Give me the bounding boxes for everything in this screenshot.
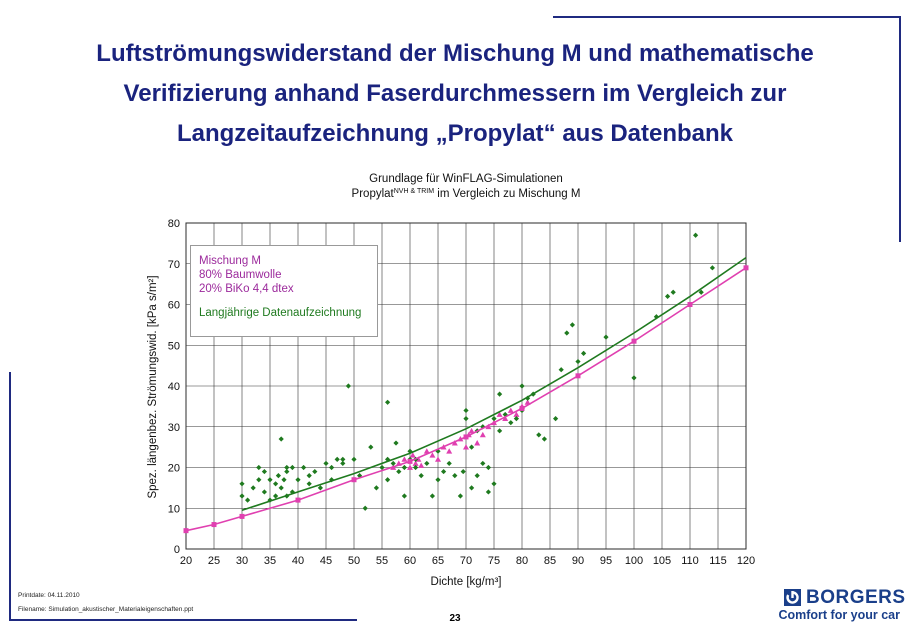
x-tick-label: 105	[652, 555, 672, 567]
slide-title-line-1: Luftströmungswiderstand der Mischung M und mathematische	[96, 40, 814, 67]
langzeit-data-point	[475, 473, 480, 478]
brand-slogan: Comfort for your car	[778, 608, 900, 622]
legend-mischung-line-1: Mischung M	[199, 255, 261, 267]
mischung-fit-marker	[520, 406, 525, 411]
langzeit-data-point	[262, 469, 267, 474]
y-tick-label: 0	[173, 544, 180, 556]
slide-title-line-2: Verifizierung anhand Faserdurchmessern im Vergleich zur	[123, 80, 787, 107]
langzeit-data-point	[463, 416, 468, 421]
langzeit-data-point	[452, 473, 457, 478]
y-tick-label: 20	[167, 462, 180, 475]
langzeit-data-point	[239, 481, 244, 486]
langzeit-data-point	[402, 465, 407, 470]
langzeit-data-point	[290, 465, 295, 470]
mischung-fit-marker	[240, 514, 245, 519]
langzeit-data-point	[491, 416, 496, 421]
langzeit-data-point	[542, 436, 547, 441]
langzeit-data-point	[486, 489, 491, 494]
x-tick-label: 30	[235, 555, 249, 567]
langzeit-data-point	[385, 400, 390, 405]
y-tick-label: 50	[167, 340, 180, 353]
langzeit-data-point	[239, 493, 244, 498]
langzeit-data-point	[363, 506, 368, 511]
x-tick-label: 35	[263, 555, 277, 567]
langzeit-data-point	[393, 440, 398, 445]
y-tick-label: 40	[167, 381, 180, 393]
langzeit-data-point	[491, 481, 496, 486]
langzeit-data-point	[396, 469, 401, 474]
x-tick-label: 55	[375, 555, 389, 567]
langzeit-data-point	[497, 428, 502, 433]
langzeit-data-point	[693, 233, 698, 238]
x-tick-label: 95	[599, 555, 613, 567]
mischung-data-point	[508, 407, 514, 412]
legend-langzeit: Langjährige Datenaufzeichnung	[199, 307, 362, 319]
langzeit-data-point	[480, 461, 485, 466]
y-tick-labels	[168, 218, 180, 556]
mischung-fit-marker	[464, 434, 469, 439]
x-tick-label: 115	[709, 555, 727, 567]
x-tick-label: 65	[431, 555, 445, 567]
langzeit-data-point	[385, 477, 390, 482]
langzeit-data-point	[553, 416, 558, 421]
langzeit-data-point	[276, 473, 281, 478]
x-tick-label: 25	[207, 555, 221, 567]
langzeit-data-point	[665, 294, 670, 299]
mischung-data-point	[401, 456, 407, 461]
y-tick-label: 30	[167, 421, 180, 434]
langzeit-data-point	[307, 481, 312, 486]
langzeit-data-point	[469, 485, 474, 490]
langzeit-data-point	[374, 485, 379, 490]
langzeit-data-point	[486, 465, 491, 470]
langzeit-data-point	[631, 375, 636, 380]
mischung-fit-marker	[296, 498, 301, 503]
langzeit-data-point	[564, 330, 569, 335]
x-tick-label: 85	[543, 555, 557, 567]
langzeit-data-point	[575, 359, 580, 364]
x-tick-label: 100	[624, 555, 644, 567]
langzeit-data-point	[559, 367, 564, 372]
x-tick-labels	[180, 555, 755, 567]
langzeit-data-point	[284, 465, 289, 470]
x-tick-label: 20	[179, 555, 193, 567]
mischung-fit-marker	[632, 339, 637, 344]
mischung-data-point	[474, 440, 480, 445]
langzeit-data-point	[251, 485, 256, 490]
langzeit-data-point	[281, 477, 286, 482]
x-tick-label: 70	[459, 555, 473, 567]
y-tick-label: 70	[167, 258, 180, 271]
x-tick-label: 120	[736, 555, 756, 567]
langzeit-data-point	[570, 322, 575, 327]
langzeit-data-point	[447, 461, 452, 466]
x-tick-label: 110	[681, 555, 699, 567]
langzeit-data-point	[458, 493, 463, 498]
x-tick-label: 80	[515, 555, 529, 567]
brand-logo-icon	[784, 589, 801, 606]
langzeit-data-point	[508, 420, 513, 425]
langzeit-data-point	[267, 477, 272, 482]
langzeit-data-point	[710, 265, 715, 270]
langzeit-data-point	[519, 383, 524, 388]
mischung-data-point	[480, 432, 486, 437]
langzeit-data-point	[391, 461, 396, 466]
langzeit-data-point	[603, 335, 608, 340]
langzeit-data-point	[368, 445, 373, 450]
langzeit-data-point	[329, 465, 334, 470]
x-tick-label: 40	[291, 555, 305, 567]
langzeit-data-point	[346, 383, 351, 388]
filename: Filename: Simulation_akustischer_Materialeigenschaften.ppt	[18, 606, 194, 613]
langzeit-data-point	[430, 493, 435, 498]
mischung-data-point	[418, 462, 424, 467]
langzeit-data-point	[536, 432, 541, 437]
slide-title-line-3: Langzeitaufzeichnung „Propylat“ aus Datenbank	[176, 120, 734, 147]
chart-title-superscript: NVH & TRIM	[393, 188, 435, 195]
mischung-fit-marker	[184, 528, 189, 533]
mischung-fit-marker	[688, 302, 693, 307]
legend-mischung-line-2: 80% Baumwolle	[199, 269, 282, 281]
langzeit-data-point	[497, 392, 502, 397]
x-tick-label: 60	[403, 555, 417, 567]
langzeit-data-point	[671, 290, 676, 295]
langzeit-data-point	[245, 498, 250, 503]
langzeit-data-point	[424, 461, 429, 466]
x-tick-label: 45	[319, 555, 333, 567]
x-tick-label: 50	[347, 555, 361, 567]
x-tick-label: 90	[571, 555, 585, 567]
mischung-data-point	[435, 456, 441, 461]
page-number: 23	[449, 613, 461, 624]
mischung-data-point	[446, 448, 452, 453]
langzeit-data-point	[273, 481, 278, 486]
langzeit-data-point	[262, 489, 267, 494]
langzeit-data-point	[435, 477, 440, 482]
mischung-data-point	[463, 444, 469, 449]
brand-name: BORGERS	[806, 587, 906, 608]
y-tick-label: 10	[167, 503, 180, 516]
printdate: Printdate: 04.11.2010	[18, 592, 80, 599]
langzeit-data-point	[256, 477, 261, 482]
y-axis-label: Spez. längenbez. Strömungswid. [kPa s/m²]	[147, 275, 159, 499]
langzeit-data-point	[318, 485, 323, 490]
y-tick-label: 60	[167, 299, 180, 312]
mischung-fit-marker	[352, 477, 357, 482]
langzeit-data-point	[312, 469, 317, 474]
mischung-fit-marker	[744, 265, 749, 270]
langzeit-data-point	[307, 473, 312, 478]
brand-logo	[784, 587, 906, 609]
mischung-fit-marker	[212, 522, 217, 527]
chart-title-line-1: Grundlage für WinFLAG-Simulationen	[369, 173, 563, 185]
x-tick-label: 75	[487, 555, 501, 567]
legend-mischung-line-3: 20% BiKo 4,4 dtex	[199, 283, 294, 295]
langzeit-data-point	[463, 408, 468, 413]
chart-title-line-2	[352, 188, 581, 200]
langzeit-data-point	[441, 469, 446, 474]
langzeit-data-point	[469, 445, 474, 450]
langzeit-data-point	[301, 465, 306, 470]
chart-title-prefix: Propylat	[351, 188, 394, 200]
langzeit-data-point	[323, 461, 328, 466]
langzeit-data-point	[295, 477, 300, 482]
langzeit-data-point	[256, 465, 261, 470]
langzeit-data-point	[402, 493, 407, 498]
langzeit-data-point	[419, 473, 424, 478]
langzeit-data-point	[581, 351, 586, 356]
langzeit-data-point	[351, 457, 356, 462]
mischung-fit-marker	[576, 373, 581, 378]
mischung-fit-marker	[408, 459, 413, 464]
langzeit-data-point	[335, 457, 340, 462]
x-axis-label: Dichte [kg/m³]	[430, 576, 502, 588]
chart-legend	[190, 245, 378, 337]
y-tick-label: 80	[167, 218, 180, 230]
langzeit-data-point	[279, 436, 284, 441]
langzeit-data-point	[461, 469, 466, 474]
chart-title-suffix: im Vergleich zu Mischung M	[434, 188, 581, 200]
langzeit-data-point	[279, 485, 284, 490]
langzeit-data-point	[340, 457, 345, 462]
